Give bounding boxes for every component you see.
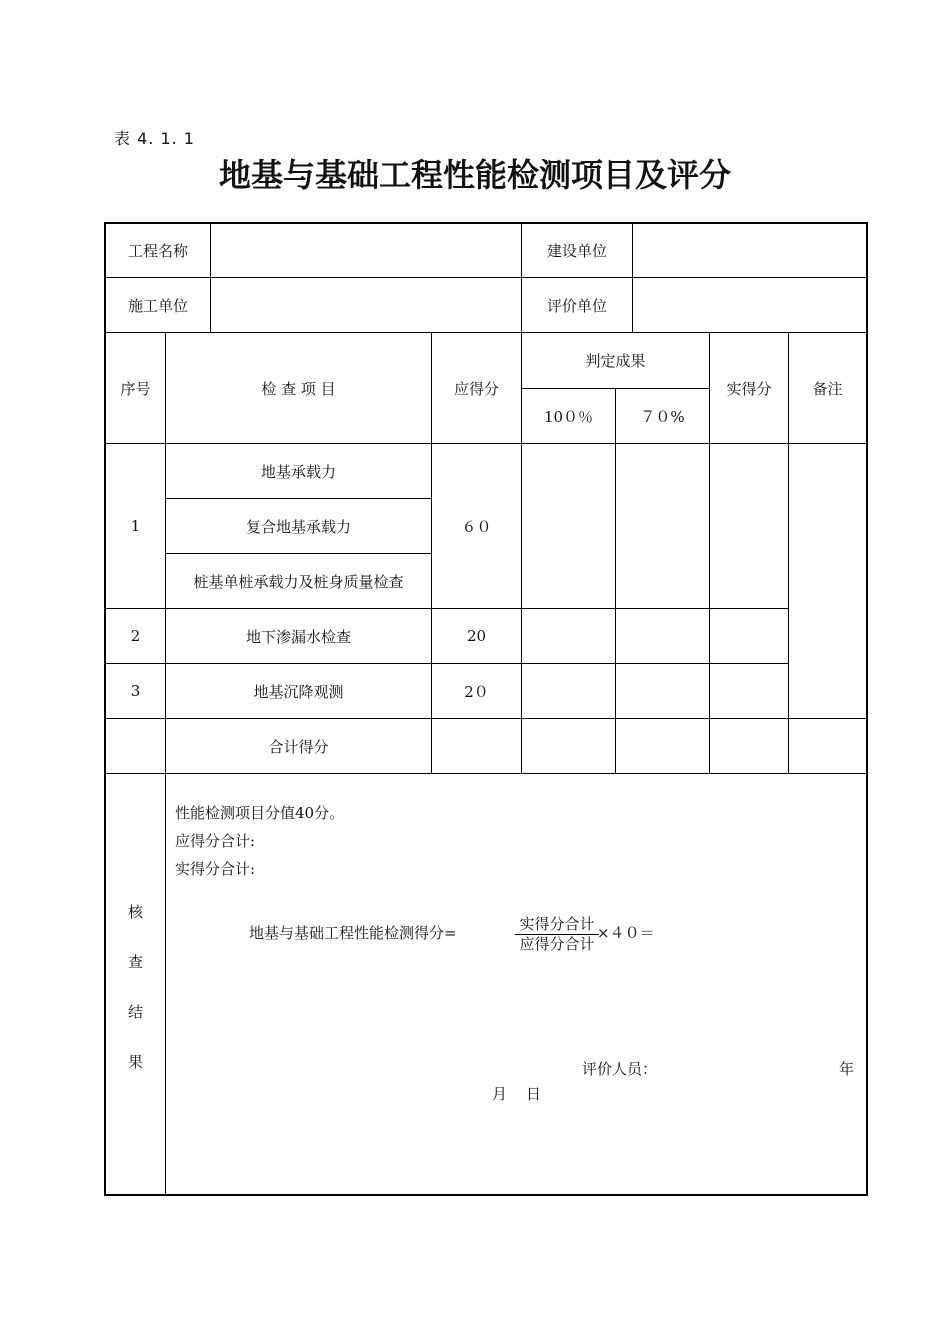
date-day: 日 [526,1085,542,1103]
evaluator-label: 评价人员： [582,1060,658,1078]
check-item: 地基沉降观测 [253,682,344,701]
result-line: 实得分合计: [175,860,256,878]
result-line: 应得分合计: [175,832,256,850]
result-side-label: 查 [128,953,144,971]
check-item: 桩基单桩承载力及桩身质量检查 [193,572,404,591]
row-seq: 2 [130,627,141,645]
evaluation-unit-label: 评价单位 [546,296,607,315]
formula-right: ×４０＝ [597,924,655,942]
result-side-label: 果 [128,1053,144,1071]
grid-line [615,388,616,773]
project-name-label: 工程名称 [127,242,188,260]
header-judgement: 判定成果 [585,352,646,370]
result-side-label: 结 [128,1003,144,1021]
row-seq: 1 [130,517,141,535]
check-item: 地基承载力 [260,462,336,481]
row-seq: 3 [130,682,141,700]
formula-left: 地基与基础工程性能检测得分= [249,924,457,942]
header-pct-70: ７０% [640,407,685,426]
result-side-label: 核 [128,903,144,921]
date-year: 年 [839,1060,855,1078]
page-title: 地基与基础工程性能检测项目及评分 [218,156,731,194]
header-item: 检 查 项 目 [261,379,336,398]
builder-label: 施工单位 [127,296,188,315]
project-name-field[interactable] [211,224,521,277]
grid-line [105,773,867,774]
row-score: 20 [466,627,487,645]
header-pct-100: 10０％ [543,407,594,426]
result-line: 性能检测项目分值40分。 [175,804,345,822]
header-seq: 序号 [120,379,151,398]
formula-denominator: 应得分合计 [519,935,595,953]
builder-field[interactable] [211,278,521,332]
header-remark: 备注 [812,379,843,398]
total-label: 合计得分 [268,737,329,756]
check-item: 地下渗漏水检查 [245,627,351,646]
formula-numerator: 实得分合计 [519,915,595,933]
header-should-score: 应得分 [453,379,499,398]
row-score: 2０ [464,682,489,701]
header-actual-score: 实得分 [726,379,772,398]
row-score: ６０ [461,517,492,536]
check-item: 复合地基承载力 [245,517,351,536]
formula-fraction [515,916,599,953]
table-number: 表 4. 1. 1 [114,129,195,148]
construction-unit-field[interactable] [633,224,866,277]
date-month: 月 [492,1085,508,1103]
construction-unit-label: 建设单位 [546,242,607,260]
evaluation-unit-field[interactable] [633,278,866,332]
